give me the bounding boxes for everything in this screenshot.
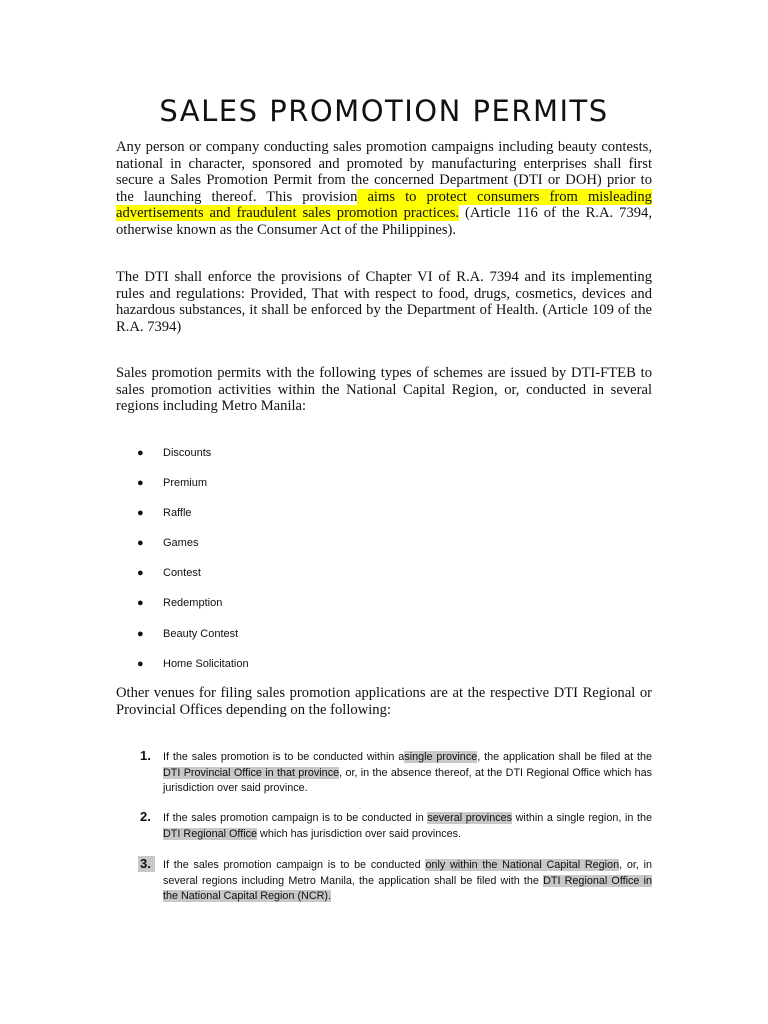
list-item xyxy=(116,534,652,564)
list-item xyxy=(116,444,652,474)
item-text-part: If the sales promotion campaign is to be conducted in xyxy=(163,812,428,824)
highlighted-text: aims to protect consumers from misleading advertisements and fraudulent sales promotion practices. xyxy=(116,188,652,222)
item-text-part: , or, in the absence thereof, at the DTI Regional Office which has jurisdiction over said province. xyxy=(163,766,653,794)
list-item xyxy=(116,504,652,534)
bullet-icon: ● xyxy=(137,657,144,670)
list-item-label: Premium xyxy=(163,477,208,490)
highlighted-text: several provinces xyxy=(427,812,512,824)
list-item-label: Raffle xyxy=(163,507,192,520)
item-text-part: , or, in several regions including Metro Manila, the application shall be filed with the xyxy=(163,859,652,887)
list-item-label: Contest xyxy=(163,567,201,580)
bullet-icon: ● xyxy=(137,477,144,490)
highlighted-text: single province xyxy=(404,751,478,763)
highlighted-text: DTI Regional Office in the National Capital Region (NCR). xyxy=(163,874,652,902)
item-text-part: , the application shall be filed at the xyxy=(477,751,653,763)
page-title: SALES PROMOTION PERMITS xyxy=(159,94,609,128)
list-item xyxy=(116,594,652,624)
bullet-icon: ● xyxy=(137,597,144,610)
highlighted-text: only within the National Capital Region xyxy=(425,859,620,871)
item-text xyxy=(163,811,652,842)
item-text-part: which has jurisdiction over said provinces. xyxy=(257,827,462,840)
intro-citation: (Article 116 of the R.A. 7394, otherwise known as the Consumer Act of the Philippines). xyxy=(116,205,653,238)
item-number: 1. xyxy=(140,748,151,763)
item-text-part: If the sales promotion is to be conducted within a xyxy=(163,751,405,763)
list-item-label: Discounts xyxy=(163,447,212,459)
list-item xyxy=(116,655,652,685)
item-text-part: within a single region, in the xyxy=(512,812,653,824)
paragraph-schemes: Sales promotion permits with the following types of schemes are issued by DTI-FTEB to sales promotion activities within the National Capital Region, or, conducted in several regions including Metro Manila: xyxy=(116,365,652,415)
list-item xyxy=(116,474,652,504)
intro-text: Any person or company conducting sales promotion campaigns including beauty contests, national in character, sponsored and promoted by manufacturing enterprises shall first secure a Sales Promotion Permit from the concerned Department (DTI or DOH) prior to the launching thereof. This provision xyxy=(116,139,652,205)
paragraph-enforcement: The DTI shall enforce the provisions of Chapter VI of R.A. 7394 and its implementing rules and regulations: Provided, That with respect to food, drugs, cosmetics, devices and hazardous substances, it shall be enforced by the Department of Health. (Article 109 of the R.A. 7394) xyxy=(116,269,652,335)
list-item-label: Beauty Contest xyxy=(163,627,239,640)
scheme-list xyxy=(116,444,652,685)
bullet-icon: ● xyxy=(137,507,144,520)
item-number: 2. xyxy=(140,809,151,824)
list-item-label: Redemption xyxy=(163,597,223,610)
bullet-icon: ● xyxy=(137,537,144,550)
list-item xyxy=(116,564,652,594)
list-item-label: Home Solicitation xyxy=(163,657,249,670)
bullet-icon: ● xyxy=(137,447,144,459)
paragraph-intro xyxy=(116,139,652,239)
highlighted-text: DTI Regional Office xyxy=(163,827,258,840)
bullet-icon: ● xyxy=(137,627,144,640)
item-text-part: If the sales promotion campaign is to be conducted xyxy=(163,859,426,871)
item-text xyxy=(163,858,652,905)
list-item xyxy=(116,625,652,655)
item-number: 3. xyxy=(138,856,155,872)
paragraph-venues: Other venues for filing sales promotion applications are at the respective DTI Regional or Provincial Offices depending on the following: xyxy=(116,685,652,718)
item-text xyxy=(163,750,652,797)
list-item-label: Games xyxy=(163,537,199,550)
bullet-icon: ● xyxy=(137,567,144,580)
highlighted-text: DTI Provincial Office in that province xyxy=(163,766,340,779)
